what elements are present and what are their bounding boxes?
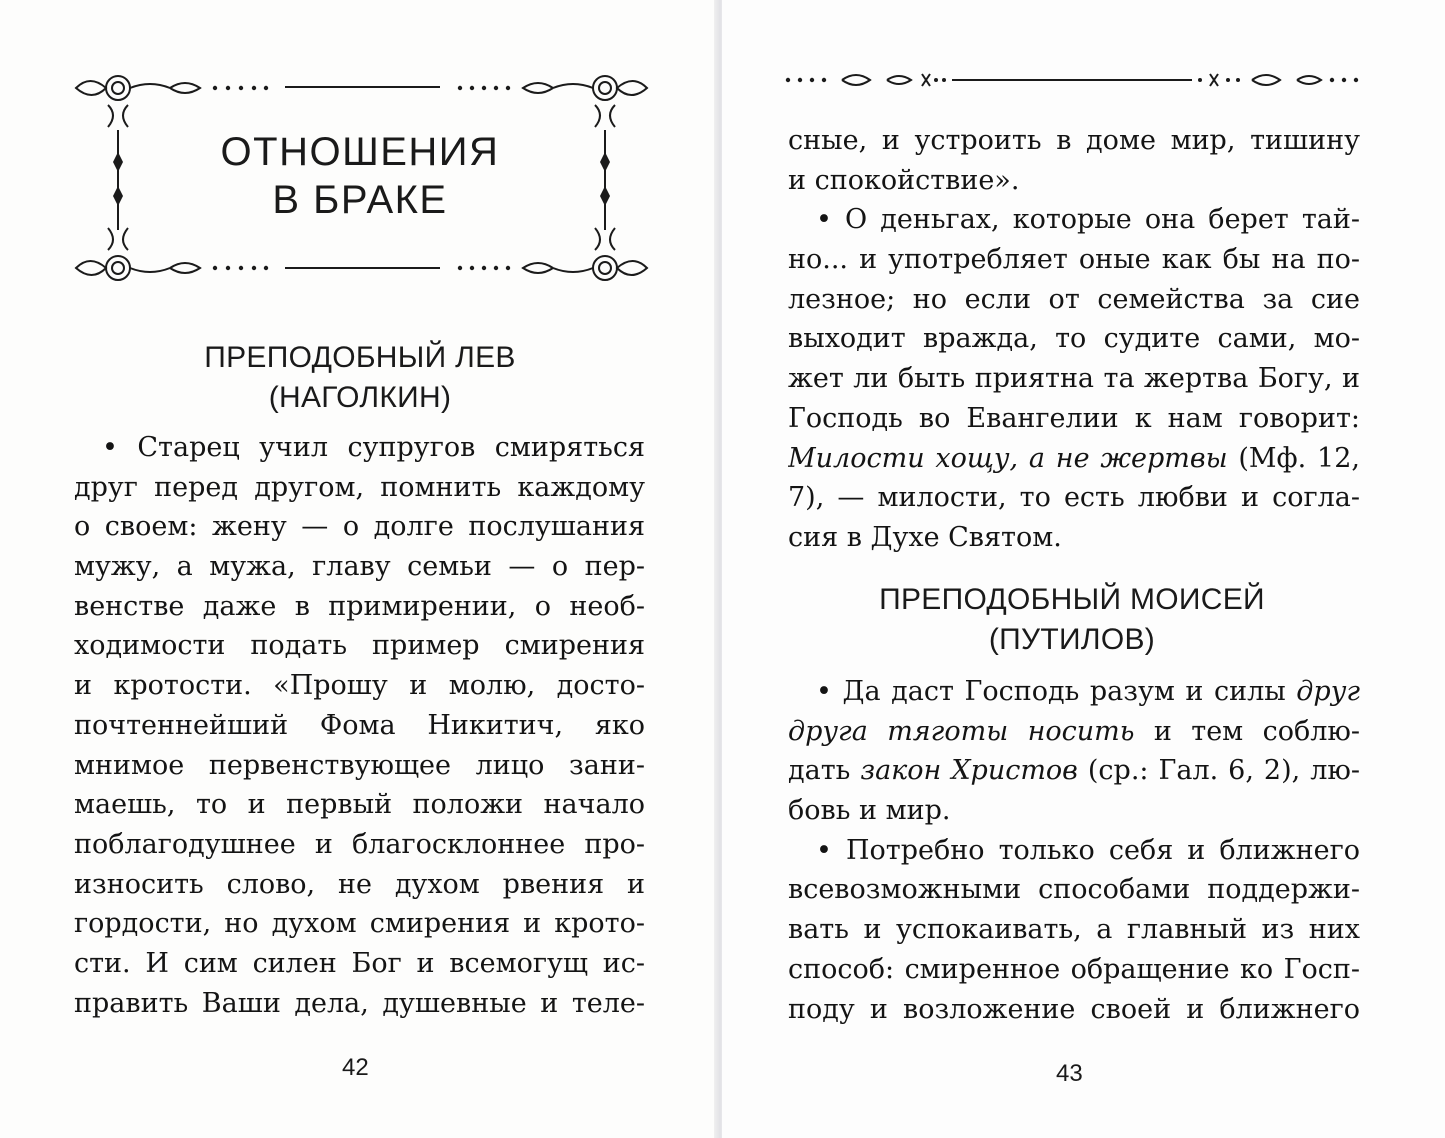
text-line [788, 712, 1360, 752]
right-paragraph-top [788, 121, 1360, 558]
text-line: • Старец учил супругов смиряться [102, 432, 645, 463]
section-heading-line2: (ПУТИЛОВ) [988, 623, 1156, 656]
text-line: жет ли быть приятна та жертва Богу, и [788, 363, 1360, 395]
scripture-quote: закон Христов [860, 755, 1078, 787]
section-heading-line2: (НАГОЛКИН) [268, 381, 452, 414]
section-heading-moisei [822, 580, 1322, 660]
text-line: способ: смиренное обращение ко Госп- [788, 953, 1360, 985]
scripture-quote: друг [1296, 676, 1360, 707]
text-line: износить слово, не духом рвения и [74, 868, 645, 900]
text-line: сные, и устроить в доме мир, тишину [788, 125, 1360, 156]
text-span: и тем соблю- [1134, 715, 1360, 747]
text-line: бовь и мир. [788, 795, 951, 827]
page-number-left: 42 [342, 1054, 369, 1081]
text-line: мнимое первенствующее лицо зани- [74, 749, 645, 781]
scripture-quote: друга тяготы носить [788, 715, 1135, 747]
text-line: Господь во Евангелии к нам говорит: [788, 402, 1360, 434]
section-heading-lev [120, 338, 600, 418]
text-span: (ср.: Гал. 6, 2), лю- [1077, 755, 1360, 787]
chapter-title-line2: В БРАКЕ [272, 178, 448, 222]
text-line: лезное; но если от семейства за сие [788, 283, 1360, 315]
text-line: о своем: жену — о долге послушания [74, 511, 645, 543]
text-line [788, 672, 1360, 712]
text-line [788, 439, 1360, 479]
running-head-ornament [722, 60, 1445, 100]
chapter-title [170, 128, 550, 224]
text-line: гордости, но духом смирения и крото- [74, 908, 645, 940]
text-line: маешь, то и первый положи начало [74, 789, 645, 821]
right-page [722, 0, 1445, 1138]
text-line: • Потребно только себя и ближнего [816, 834, 1360, 866]
text-line: вать и успокаивать, а главный из них [788, 914, 1360, 946]
right-paragraph-bottom [788, 672, 1360, 1029]
text-line: выходит вражда, то судите сами, мо- [788, 323, 1360, 355]
text-line: править Ваши дела, душевные и теле- [74, 987, 645, 1019]
text-line: и кротости. «Прошу и молю, досто- [74, 670, 645, 702]
page-number-right: 43 [1056, 1060, 1083, 1087]
text-line: и спокойствие». [788, 164, 1020, 196]
left-page [0, 0, 718, 1138]
left-paragraph [74, 428, 645, 1023]
text-line: венстве даже в примирении, о необ- [74, 590, 645, 622]
scripture-ref: (Мф. 12, [1227, 442, 1360, 474]
text-span: • Да даст Господь разум и силы [816, 676, 1297, 707]
text-line: 7), — милости, то есть любви и согла- [788, 482, 1360, 514]
text-line: почтеннейший Фома Никитич, яко [74, 709, 645, 741]
section-heading-line1: ПРЕПОДОБНЫЙ МОИСЕЙ [879, 583, 1265, 616]
chapter-title-line1: ОТНОШЕНИЯ [220, 130, 500, 174]
text-line: друг перед другом, помнить каждому [74, 471, 645, 503]
scripture-quote: Милости хощу, а не жертвы [788, 442, 1228, 474]
text-line [788, 751, 1360, 791]
text-line: ходимости подать пример смирения [74, 630, 645, 662]
text-line: поблагодушнее и благосклоннее про- [74, 828, 645, 860]
section-heading-line1: ПРЕПОДОБНЫЙ ЛЕВ [204, 341, 516, 374]
text-line: мужу, а мужа, главу семьи — о пер- [74, 551, 645, 583]
text-span: дать [788, 755, 861, 787]
text-line: • О деньгах, которые она берет тай- [816, 204, 1360, 236]
text-line: сти. И сим силен Бог и всемогущ ис- [74, 947, 645, 979]
text-line: поду и возложение своей и ближнего [788, 993, 1360, 1025]
text-line: всевозможными способами поддержи- [788, 874, 1360, 906]
text-line: сия в Духе Святом. [788, 521, 1062, 553]
text-line: но... и употребляет оные как бы на по- [788, 244, 1360, 276]
